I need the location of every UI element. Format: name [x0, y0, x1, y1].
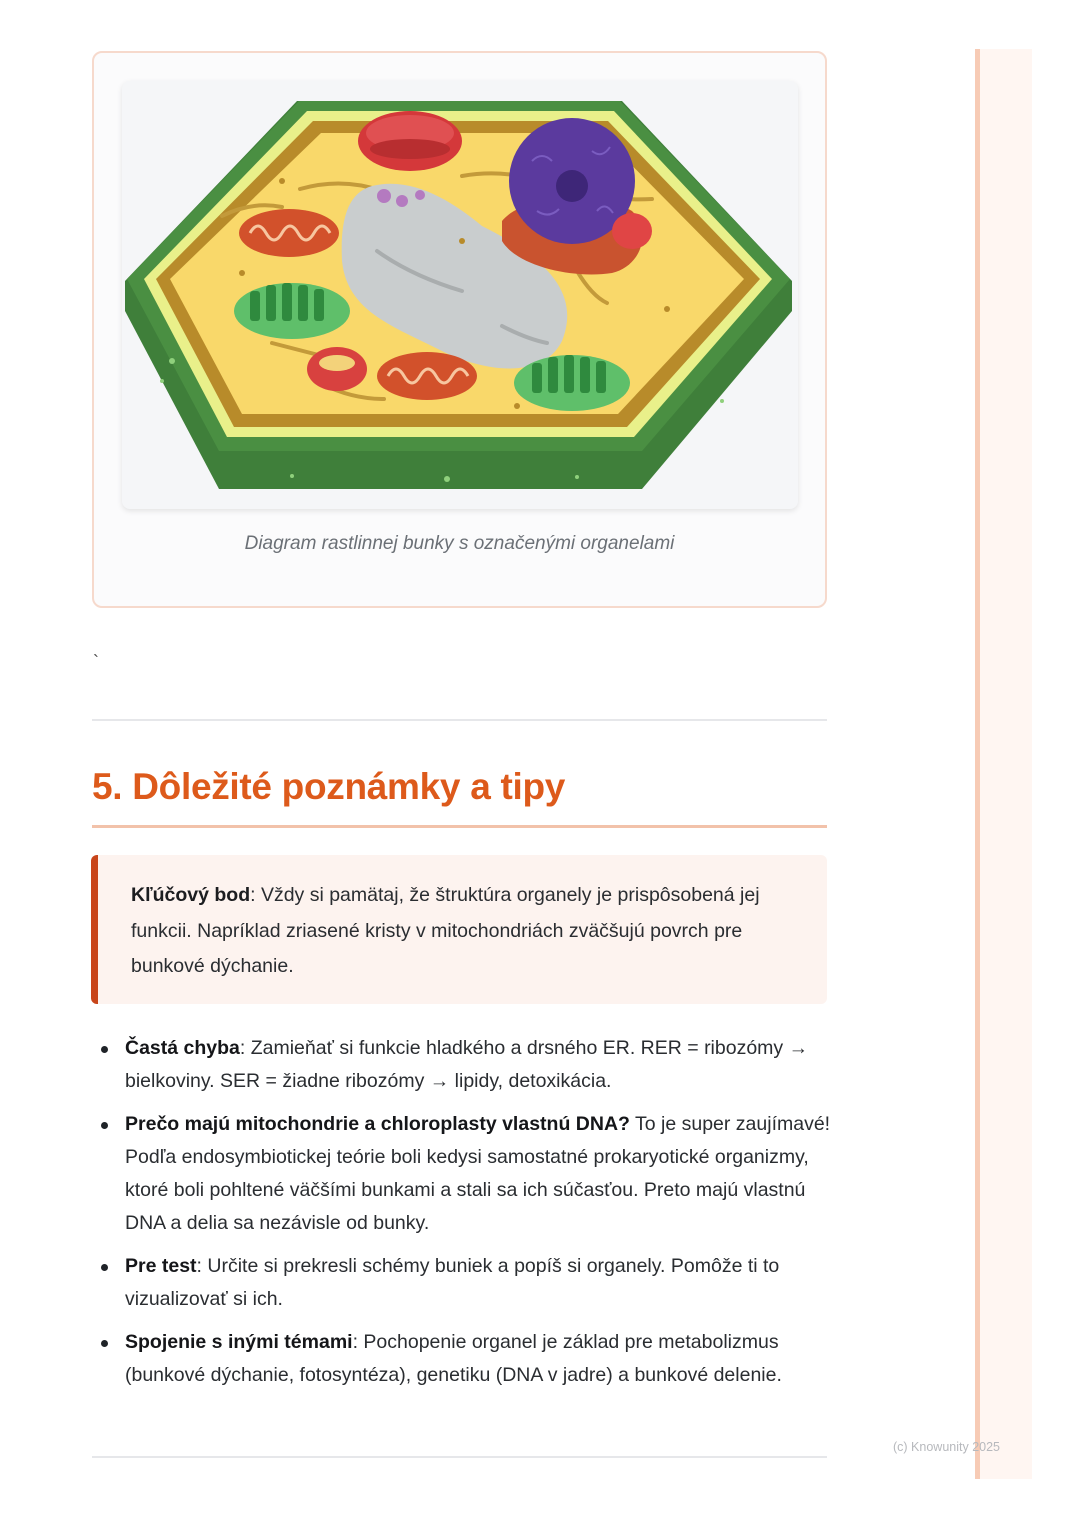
tip-label: Pre test — [125, 1255, 197, 1277]
list-item — [92, 1326, 832, 1392]
list-item — [92, 1032, 832, 1098]
chloroplast-2 — [514, 355, 630, 411]
tip-text: : Pochopenie organel je základ pre metabolizmus (bunkové dýchanie, fotosyntéza), genetiku (DNA v jadre) a bunkové delenie. — [125, 1331, 782, 1386]
stray-backtick: ` — [93, 652, 99, 672]
chloroplast-1 — [234, 283, 350, 339]
divider — [92, 719, 827, 721]
divider — [92, 1456, 827, 1458]
section-heading: 5. Dôležité poznámky a tipy — [92, 766, 566, 807]
plant-cell-illustration — [122, 81, 798, 509]
side-strip-line — [975, 49, 980, 1479]
tip-text: To je super zaujímavé! Podľa endosymbiotickej teórie boli kedysi samostatné prokaryotické organizmy, ktoré boli pohltené väčšími bunkami a stali sa ich súčasťou. Preto majú vlastnú DNA a delia sa nezávisle od bunky. — [125, 1113, 831, 1234]
heading-underline — [92, 825, 827, 828]
side-strip — [975, 49, 1032, 1479]
nucleolus — [556, 170, 588, 202]
copyright: (c) Knowunity 2025 — [893, 1440, 1001, 1454]
mitochondrion-2 — [377, 352, 477, 400]
tip-text: : Určite si prekresli schémy buniek a popíš si organely. Pomôže ti to vizualizovať si ich. — [125, 1255, 780, 1310]
peroxisome — [307, 347, 367, 391]
list-item — [92, 1250, 832, 1316]
figure-caption: Diagram rastlinnej bunky s označenými organelami — [244, 533, 675, 554]
tip-label: Častá chyba — [125, 1037, 240, 1059]
list-item — [92, 1108, 832, 1240]
plant-cell-diagram — [122, 81, 798, 509]
key-point-callout — [91, 855, 827, 1004]
tip-label: Prečo majú mitochondrie a chloroplasty vlastnú DNA? — [125, 1113, 630, 1135]
callout-label: Kľúčový bod — [131, 884, 251, 906]
tips-list — [92, 1032, 832, 1402]
tip-text: : Zamieňať si funkcie hladkého a drsného ER. RER = ribozómy → bielkoviny. SER = žiadne ribozómy → lipidy, detoxikácia. — [125, 1037, 809, 1092]
golgi-apparatus — [358, 111, 462, 171]
callout-text: : Vždy si pamätaj, že štruktúra organely je prispôsobená jej funkcii. Napríklad zriasené kristy v mitochondriách zväčšujú povrch pre bunkové dýchanie. — [131, 884, 760, 977]
mitochondrion-1 — [239, 209, 339, 257]
tip-label: Spojenie s inými témami — [125, 1331, 353, 1353]
figure-card — [92, 51, 827, 608]
